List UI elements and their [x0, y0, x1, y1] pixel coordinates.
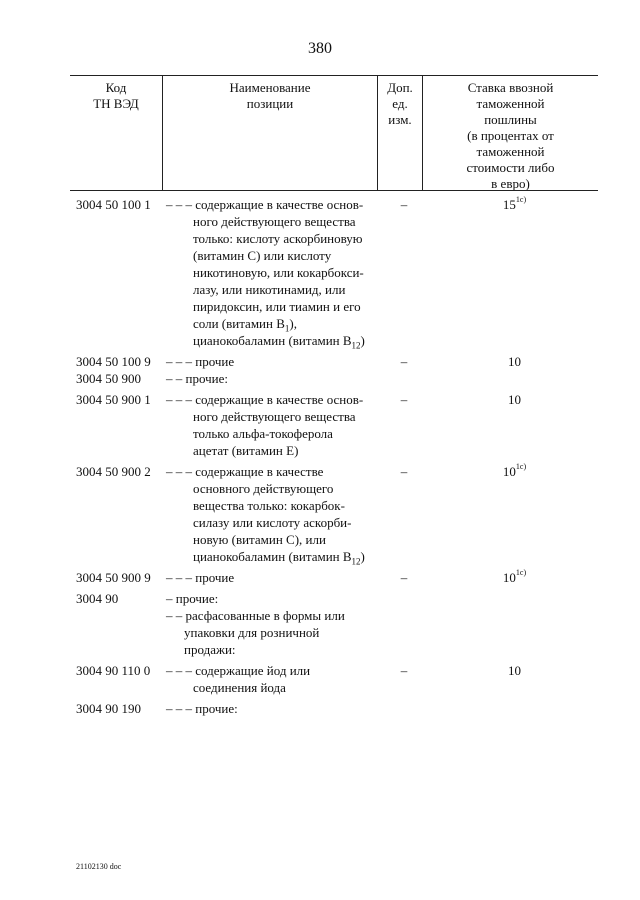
table-row: [76, 463, 598, 565]
table-row: [76, 662, 598, 696]
position-name: [166, 370, 376, 387]
position-name-line: соединения йода: [193, 680, 286, 695]
additional-unit: –: [400, 570, 408, 585]
position-name-line: – – – содержащие в качестве основ-: [166, 392, 364, 407]
tariff-code: [76, 607, 166, 658]
position-name-line: – – – прочие:: [166, 701, 238, 716]
header-unit: Доп. ед. изм.: [387, 80, 413, 127]
duty-rate: [426, 590, 597, 607]
table-row: [76, 700, 598, 717]
position-name-line: никотиновую, или кокарбокси-: [193, 265, 364, 280]
position-name-line: только альфа-токоферола: [193, 426, 333, 441]
tariff-table-body: [76, 196, 598, 717]
duty-rate: [426, 370, 597, 387]
tariff-code: 3004 50 900 2: [76, 464, 151, 479]
position-name: [166, 607, 376, 658]
duty-rate: 10: [508, 392, 521, 407]
tariff-code: 3004 90 190: [76, 701, 141, 716]
table-row: [76, 569, 598, 586]
position-name-line: упаковки для розничной: [184, 625, 320, 640]
additional-unit: –: [400, 197, 408, 212]
position-name-line: – – – содержащие в качестве: [166, 464, 324, 479]
tariff-code: 3004 50 100 1: [76, 197, 151, 212]
position-name: [166, 391, 376, 459]
tariff-code: 3004 90 110 0: [76, 663, 151, 678]
table-row: [76, 353, 598, 370]
duty-rate: [426, 607, 597, 658]
duty-rate: 10: [508, 663, 521, 678]
duty-rate: 10: [508, 354, 521, 369]
position-name-line: (витамин С) или кислоту: [193, 248, 332, 263]
position-name-line: основного действующего: [193, 481, 334, 496]
duty-rate: [426, 700, 597, 717]
rate-footnote: 1с): [515, 461, 527, 471]
position-name-line: вещества только: кокарбок-: [193, 498, 345, 513]
additional-unit: [376, 590, 426, 607]
table-row: [76, 196, 598, 349]
table-row: [76, 607, 598, 658]
position-name-line: – – прочие:: [166, 371, 228, 386]
position-name: [166, 196, 376, 349]
table-row: [76, 590, 598, 607]
position-name-line: цианокобаламин (витамин $В_{12}$): [193, 333, 365, 351]
position-name-line: – – – прочие: [166, 570, 235, 585]
position-name-line: только: кислоту аскорбиновую: [193, 231, 363, 246]
additional-unit: [376, 700, 426, 717]
position-name-line: ацетат (витамин Е): [193, 443, 299, 458]
page-number: 380: [308, 40, 332, 57]
tariff-code: 3004 50 900: [76, 371, 141, 386]
tariff-code: 3004 90: [76, 591, 119, 606]
position-name-line: новую (витамин С), или: [193, 532, 326, 547]
additional-unit: –: [400, 663, 408, 678]
position-name-line: – прочие:: [166, 591, 219, 606]
position-name: [166, 569, 376, 586]
rate-footnote: 1с): [515, 194, 527, 204]
header-name: Наименование позиции: [229, 80, 311, 111]
position-name: [166, 353, 376, 370]
position-name-line: – – – содержащие в качестве основ-: [166, 197, 364, 212]
additional-unit: [376, 370, 426, 387]
header-rate: Ставка ввозной таможенной пошлины (в процентах от таможенной стоимости либо в евро): [466, 80, 555, 191]
position-name-line: ного действующего вещества: [193, 409, 356, 424]
position-name-line: цианокобаламин (витамин $В_{12}$): [193, 549, 365, 567]
position-name-line: пиридоксин, или тиамин и его: [193, 299, 361, 314]
table-row: [76, 370, 598, 387]
duty-rate: $15^{1с)}$: [502, 194, 527, 212]
position-name-line: соли (витамин $В_1$),: [193, 316, 297, 334]
position-name: [166, 463, 376, 565]
rate-footnote: 1с): [515, 567, 527, 577]
additional-unit: –: [400, 464, 408, 479]
position-name: [166, 590, 376, 607]
header-bottom-rule: [70, 190, 598, 191]
header-code: Код ТН ВЭД: [93, 80, 139, 111]
position-name-line: ного действующего вещества: [193, 214, 356, 229]
additional-unit: –: [400, 392, 408, 407]
footer-filename: 21102130 doc: [76, 862, 122, 871]
position-name-line: – – – прочие: [166, 354, 235, 369]
position-name: [166, 700, 376, 717]
header-top-rule: [70, 75, 598, 76]
position-name-line: – – – содержащие йод или: [166, 663, 311, 678]
table-row: [76, 391, 598, 459]
duty-rate: $10^{1с)}$: [502, 461, 527, 479]
position-name-line: силазу или кислоту аскорби-: [193, 515, 352, 530]
position-name-line: продажи:: [184, 642, 236, 657]
position-name-line: лазу, или никотинамид, или: [193, 282, 346, 297]
additional-unit: [376, 607, 426, 658]
position-name-line: – – расфасованные в формы или: [166, 608, 345, 623]
position-name: [166, 662, 376, 696]
duty-rate: $10^{1с)}$: [502, 567, 527, 585]
tariff-code: 3004 50 100 9: [76, 354, 151, 369]
additional-unit: –: [400, 354, 408, 369]
tariff-code: 3004 50 900 1: [76, 392, 151, 407]
tariff-code: 3004 50 900 9: [76, 570, 151, 585]
